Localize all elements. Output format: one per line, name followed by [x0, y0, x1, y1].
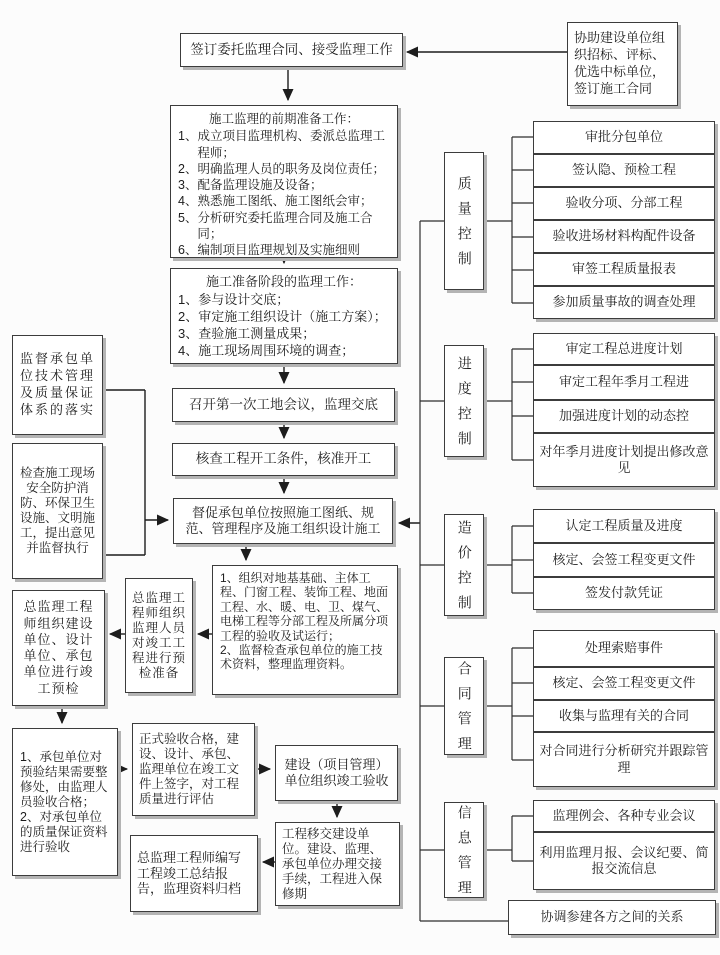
schedule-item-text: 对年季月进度计划提出修改意见: [539, 443, 709, 475]
category-cost-control: [444, 514, 484, 620]
schedule-item: [533, 365, 715, 400]
rectify-item: 1、承包单位对预验结果需要整修处，由监理人员验收合格；: [20, 750, 108, 809]
flow-box-rectify-verify: [12, 728, 118, 876]
info-item-text: 监理例会、各种专业会议: [552, 807, 696, 823]
quality-item: [533, 187, 715, 220]
flow-box-qa-system: [12, 335, 103, 435]
category-info-management: [444, 802, 484, 905]
prep-title: 施工监理的前期准备工作：: [208, 112, 359, 126]
prep-item: 3、配备监理设施及设备；: [178, 178, 323, 192]
contract-item: [533, 732, 715, 787]
category-label: 造价控制: [456, 519, 473, 620]
coordinate-box: [508, 900, 716, 935]
contract-item-text: 对合同进行分析研究并跟踪管理: [539, 743, 709, 775]
info-item: [533, 832, 715, 890]
info-item: [533, 800, 715, 832]
flow-box-supervise-construction: [173, 498, 393, 544]
completion-acceptance-text: 建设（项目管理）单位组织竣工验收: [284, 756, 389, 788]
acceptance-item: 2、监督检查承包单位的施工技术资料，整理监理资料。: [220, 642, 383, 672]
category-label: 质量控制: [456, 175, 473, 276]
schedule-item-text: 加强进度计划的动态控: [558, 408, 689, 424]
schedule-item-text: 审定工程年季月工程进: [558, 374, 689, 390]
flow-box-first-meeting: [172, 388, 395, 422]
contract-item: [533, 630, 715, 667]
cost-item: [533, 577, 715, 610]
quality-item-text: 参加质量事故的调查处理: [552, 294, 696, 310]
flow-box-final-report: [130, 835, 258, 912]
coordinate-text: 协调参建各方之间的关系: [540, 909, 684, 925]
contract-item-text: 处理索赔事件: [584, 640, 663, 656]
quality-item-text: 审签工程质量报表: [571, 261, 676, 277]
cost-item-text: 签发付款凭证: [584, 585, 663, 601]
flow-box-acceptance-works: [212, 565, 398, 695]
flow-box-prep-work: [170, 105, 398, 258]
ready-item: 2、审定施工组织设计（施工方案）；: [178, 308, 387, 324]
contract-item-text: 收集与监理有关的合同: [558, 707, 689, 723]
schedule-item-text: 审定工程总进度计划: [565, 340, 683, 356]
rectify-item: 2、对承包单位的质量保证资料进行验收: [20, 810, 108, 854]
cost-item-text: 认定工程质量及进度: [565, 517, 683, 533]
acceptance-item: 1、组织对地基基础、主体工程、门窗工程、装饰工程、地面工程、水、暖、电、卫、煤气、电梯工程等分部工程及所属分项工程的验收及试运行；: [220, 571, 389, 643]
category-contract-management: [444, 657, 484, 761]
schedule-item: [533, 433, 715, 487]
category-schedule-control: [444, 345, 484, 457]
flow-box-precheck-prep: [125, 578, 193, 693]
prep-item: 6、编制项目监理规划及实施细则: [178, 243, 360, 257]
contract-item: [533, 700, 715, 732]
qa-system-text: 监督承包单位技术管理及质量保证体系的落实: [19, 351, 95, 417]
quality-item-text: 审批分包单位: [584, 129, 663, 145]
category-label: 信息管理: [456, 804, 473, 905]
flow-box-start-check: [172, 443, 395, 476]
start-check-text: 核查工程开工条件，核准开工: [195, 451, 372, 467]
quality-item: [533, 154, 715, 187]
line-left-feeders: [103, 390, 145, 555]
ready-item: 4、施工现场周围环境的调查；: [178, 342, 355, 358]
flow-box-handover: [275, 822, 400, 906]
contract-item: [533, 667, 715, 700]
quality-item: [533, 253, 715, 286]
assist-bidding-text: 协助建设单位组织招标、评标、优选中标单位，签订施工合同: [574, 30, 666, 96]
ready-item: 1、参与设计交底；: [178, 291, 290, 307]
flow-box-formal-acceptance: [132, 723, 255, 816]
flow-box-assist-bidding: [567, 22, 678, 106]
prep-item: 5、分析研究委托监理合同及施工合同；: [178, 210, 373, 241]
handover-text: 工程移交建设单位。建设、监理、承包单位办理交接手续，工程进入保修期: [282, 826, 383, 901]
supervise-text: 督促承包单位按照施工图纸、规范、管理程序及施工组织设计施工: [185, 504, 381, 536]
flow-box-completion-precheck: [12, 590, 105, 706]
quality-item-text: 签认隐、预检工程: [571, 162, 676, 178]
prep-item: 4、熟悉施工图纸、施工图纸会审；: [178, 194, 373, 209]
completion-precheck-text: 总监理工程师组织建设单位、设计单位、承包单位进行竣工预检: [23, 599, 94, 696]
category-label: 合同管理: [456, 660, 473, 761]
cost-item: [533, 509, 715, 543]
cost-item: [533, 543, 715, 577]
info-item-text: 利用监理月报、会议纪要、简报交流信息: [539, 844, 709, 876]
safety-check-text: 检查施工现场安全防护消防、环保卫生设施、文明施工，提出意见并监督执行: [19, 466, 95, 555]
flow-box-sign-contract: [180, 33, 403, 67]
schedule-item: [533, 400, 715, 433]
flow-box-completion-acceptance: [275, 745, 398, 801]
category-label: 进度控制: [456, 355, 473, 456]
sign-contract-text: 签订委托监理合同、接受监理工作: [190, 41, 393, 57]
prep-item: 1、成立项目监理机构、委派总监理工程师；: [178, 129, 385, 160]
quality-item-text: 验收分项、分部工程: [565, 195, 683, 211]
cost-item-text: 核定、会签工程变更文件: [552, 551, 696, 567]
flow-box-safety-check: [12, 443, 103, 579]
ready-title: 施工准备阶段的监理工作：: [205, 274, 362, 289]
formal-acceptance-text: 正式验收合格，建设、设计、承包、监理单位在竣工文件上签字，对工程质量进行评估: [139, 732, 240, 806]
precheck-prep-text: 总监理工程师组织监理人员对竣工工程进行预检准备: [132, 590, 187, 680]
schedule-item: [533, 333, 715, 365]
category-quality-control: [444, 152, 484, 290]
first-meeting-text: 召开第一次工地会议，监理交底: [189, 396, 378, 412]
ready-item: 3、查验施工测量成果；: [178, 325, 316, 341]
quality-item: [533, 220, 715, 253]
flow-box-ready-stage: [170, 268, 398, 364]
quality-item: [533, 121, 715, 154]
quality-item: [533, 286, 715, 319]
final-report-text: 总监理工程师编写工程竣工总结报告，监理资料归档: [137, 850, 242, 897]
prep-item: 2、明确监理人员的职务及岗位责任；: [178, 161, 385, 176]
contract-item-text: 核定、会签工程变更文件: [552, 675, 696, 691]
quality-item-text: 验收进场材料构配件设备: [552, 228, 696, 244]
